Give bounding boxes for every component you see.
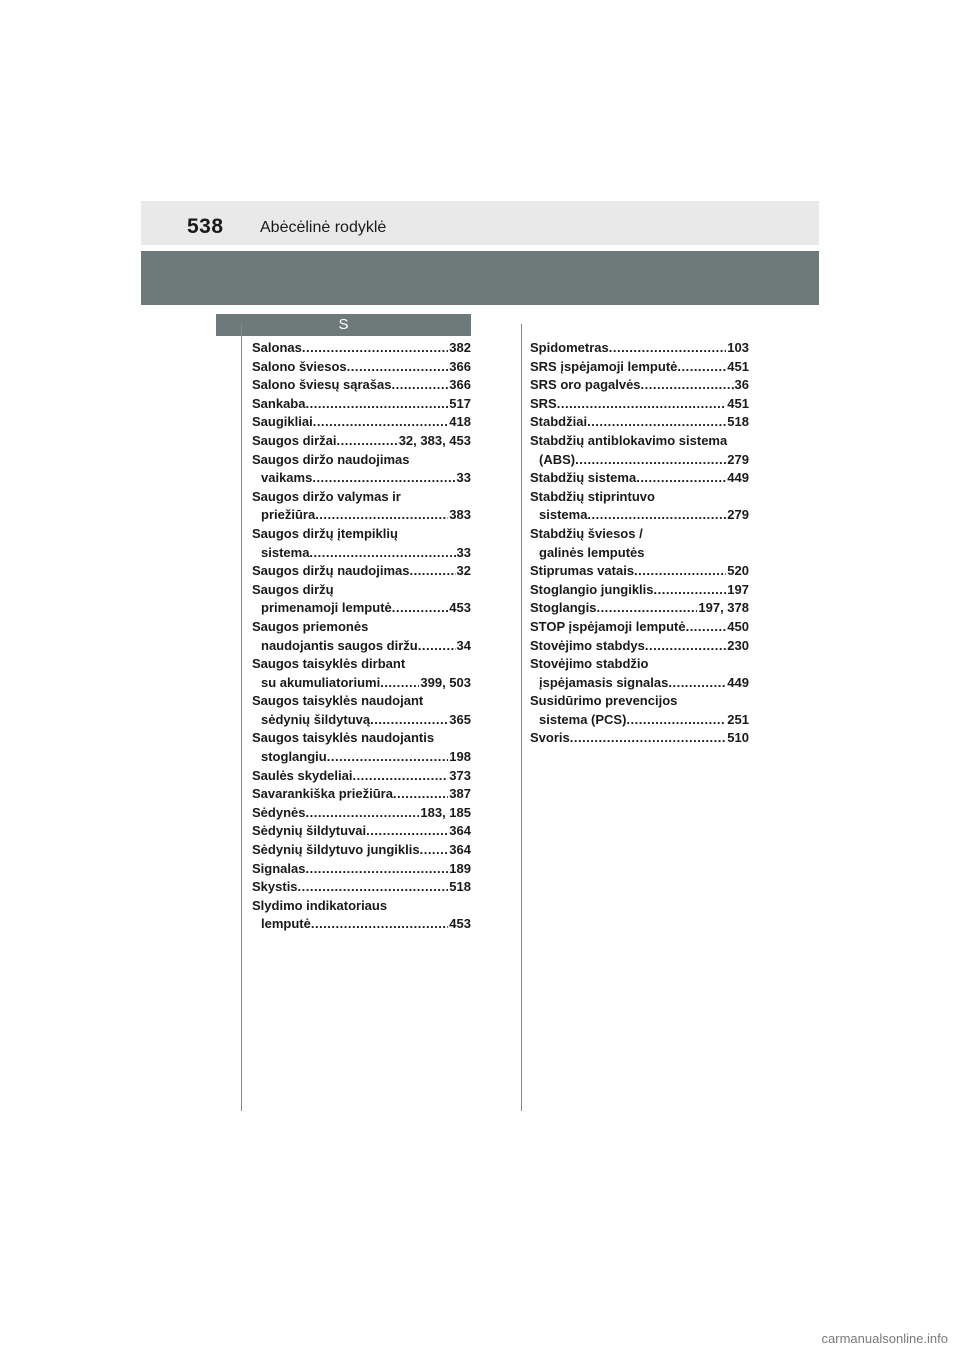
index-entry[interactable] xyxy=(530,339,749,358)
index-entry[interactable] xyxy=(252,729,471,766)
index-term: sistema (PCS) xyxy=(539,711,627,727)
leader-dots xyxy=(352,767,448,786)
index-term: Stabdžių šviesos / xyxy=(530,525,643,541)
leader-dots xyxy=(636,469,726,488)
page-reference: 518 xyxy=(727,414,749,430)
leader-dots xyxy=(677,358,726,377)
index-term: sistema xyxy=(539,507,588,523)
page-reference: 197 xyxy=(727,581,749,597)
page-reference: 36 xyxy=(734,377,749,393)
page-reference: 34 xyxy=(456,637,471,653)
index-entry-line xyxy=(252,488,471,507)
index-entry[interactable] xyxy=(252,395,471,414)
leader-dots xyxy=(587,506,726,525)
leader-dots xyxy=(654,581,727,600)
index-entry-line xyxy=(530,339,749,358)
index-entry[interactable] xyxy=(530,395,749,414)
page-reference: 517 xyxy=(449,395,471,411)
page-reference: 373 xyxy=(449,767,471,783)
page-reference: 33 xyxy=(456,544,471,560)
index-entry-line xyxy=(252,785,471,804)
index-entry-line xyxy=(252,395,471,414)
index-column-left xyxy=(252,339,471,934)
index-entry-line xyxy=(252,748,471,767)
index-entry-line xyxy=(252,451,471,470)
page-reference: 450 xyxy=(727,618,749,634)
index-entry-line xyxy=(252,432,471,451)
index-entry-line xyxy=(530,432,749,451)
index-entry[interactable] xyxy=(252,451,471,488)
index-entry[interactable] xyxy=(530,655,749,692)
index-term: vaikams xyxy=(261,470,313,486)
index-entry-line xyxy=(252,618,471,637)
index-entry-line xyxy=(252,674,471,693)
leader-dots xyxy=(645,637,726,656)
page-reference: 366 xyxy=(449,358,471,374)
index-entry[interactable] xyxy=(530,729,749,748)
index-term: Stabdžių sistema xyxy=(530,470,637,486)
index-term: sistema xyxy=(261,544,310,560)
index-term: Stabdžių antiblokavimo sistema xyxy=(530,432,728,448)
index-term: Saugos priemonės xyxy=(252,618,369,634)
page-reference: 399, 503 xyxy=(420,674,471,690)
leader-dots xyxy=(587,413,726,432)
index-column-right xyxy=(530,339,749,748)
index-term: Salono šviesų sąrašas xyxy=(252,377,392,393)
index-term: Saugos diržai xyxy=(252,432,337,448)
leader-dots xyxy=(302,339,448,358)
index-entry-line xyxy=(530,525,749,544)
page-reference: 453 xyxy=(449,916,471,932)
page-reference: 32 xyxy=(456,563,471,579)
page-reference: 33 xyxy=(456,470,471,486)
index-term: Salono šviesos xyxy=(252,358,347,374)
index-entry-line xyxy=(530,544,749,563)
index-entry-line xyxy=(252,897,471,916)
index-term: (ABS) xyxy=(539,451,576,467)
page-reference: 183, 185 xyxy=(420,804,471,820)
page-reference: 382 xyxy=(449,340,471,355)
page-reference: 279 xyxy=(727,451,749,467)
index-term: Saugos taisyklės naudojant xyxy=(252,693,424,709)
index-term: Saugos taisyklės dirbant xyxy=(252,656,406,672)
index-term: Susidūrimo prevencijos xyxy=(530,693,678,709)
index-entry[interactable] xyxy=(252,413,471,432)
index-entry-line xyxy=(252,692,471,711)
leader-dots xyxy=(392,599,449,618)
index-entry[interactable] xyxy=(252,878,471,897)
index-entry[interactable] xyxy=(530,599,749,618)
index-entry[interactable] xyxy=(252,841,471,860)
leader-dots xyxy=(370,711,448,730)
index-term: Sankaba xyxy=(252,395,306,411)
index-term: Stovėjimo stabdys xyxy=(530,637,645,653)
index-entry[interactable] xyxy=(252,562,471,581)
index-term: Signalas xyxy=(252,860,306,876)
leader-dots xyxy=(668,674,726,693)
index-entry-line xyxy=(252,469,471,488)
leader-dots xyxy=(409,562,455,581)
index-term: Salonas xyxy=(252,340,302,355)
index-term: Stoglangio jungiklis xyxy=(530,581,654,597)
index-entry[interactable] xyxy=(530,469,749,488)
page-reference: 198 xyxy=(449,749,471,765)
index-term: Spidometras xyxy=(530,340,609,355)
page-reference: 449 xyxy=(727,674,749,690)
index-entry-line xyxy=(530,599,749,618)
index-entry-line xyxy=(252,358,471,377)
index-entry-line xyxy=(530,395,749,414)
index-entry[interactable] xyxy=(530,618,749,637)
index-entry-line xyxy=(252,506,471,525)
leader-dots xyxy=(570,729,727,748)
page-reference: 383 xyxy=(449,507,471,523)
page-reference: 451 xyxy=(727,358,749,374)
index-entry-line xyxy=(530,488,749,507)
index-entry-line xyxy=(252,413,471,432)
index-term: Stoglangis xyxy=(530,600,597,616)
index-entry[interactable] xyxy=(252,860,471,879)
leader-dots xyxy=(298,878,449,897)
index-term: Savarankiška priežiūra xyxy=(252,786,393,802)
index-term: Saugikliai xyxy=(252,414,313,430)
index-entry-line xyxy=(530,376,749,395)
index-entry-line xyxy=(530,413,749,432)
index-term: STOP įspėjamoji lemputė xyxy=(530,618,686,634)
index-term: Saugos diržo naudojimas xyxy=(252,451,410,467)
index-term: su akumuliatoriumi xyxy=(261,674,381,690)
watermark: carmanualsonline.info xyxy=(821,1331,948,1346)
page-reference: 387 xyxy=(449,786,471,802)
index-entry[interactable] xyxy=(252,525,471,562)
page-reference: 32, 383, 453 xyxy=(398,432,471,448)
index-entry-line xyxy=(530,637,749,656)
index-entry[interactable] xyxy=(252,897,471,934)
page-reference: 364 xyxy=(449,842,471,858)
index-term: Stovėjimo stabdžio xyxy=(530,656,649,672)
index-entry-line xyxy=(252,544,471,563)
leader-dots xyxy=(337,432,398,451)
index-term: galinės lemputės xyxy=(539,544,645,560)
leader-dots xyxy=(380,674,419,693)
index-entry-line xyxy=(530,711,749,730)
page-reference: 103 xyxy=(727,340,749,355)
index-term: naudojantis saugos diržu xyxy=(261,637,418,653)
index-term: Sėdynės xyxy=(252,804,306,820)
leader-dots xyxy=(305,804,419,823)
index-term: lemputė xyxy=(261,916,311,932)
index-entry[interactable] xyxy=(252,822,471,841)
page-reference: 451 xyxy=(727,395,749,411)
section-letter-tab: S xyxy=(216,314,471,336)
header-band xyxy=(141,201,819,245)
page-reference: 518 xyxy=(449,879,471,895)
index-entry-line xyxy=(252,376,471,395)
index-entry[interactable] xyxy=(252,785,471,804)
index-term: sėdynių šildytuvą xyxy=(261,711,371,727)
index-term: Svoris xyxy=(530,730,570,746)
leader-dots xyxy=(609,339,727,358)
index-term: Sėdynių šildytuvai xyxy=(252,823,367,839)
page-reference: 449 xyxy=(727,470,749,486)
leader-dots xyxy=(313,413,449,432)
index-term: Saugos diržų naudojimas xyxy=(252,563,410,579)
leader-dots xyxy=(305,860,448,879)
index-entry-line xyxy=(252,525,471,544)
index-entry[interactable] xyxy=(252,767,471,786)
index-term: įspėjamasis signalas xyxy=(539,674,669,690)
index-term: Sėdynių šildytuvo jungiklis xyxy=(252,842,420,858)
index-term: Saugos diržo valymas ir xyxy=(252,488,401,504)
index-entry-line xyxy=(252,599,471,618)
index-entry-line xyxy=(530,674,749,693)
leader-dots xyxy=(420,841,449,860)
index-entry[interactable] xyxy=(252,618,471,655)
index-entry-line xyxy=(252,339,471,358)
index-term: Saugos diržų xyxy=(252,581,334,597)
leader-dots xyxy=(391,376,448,395)
index-entry-line xyxy=(252,841,471,860)
index-entry[interactable] xyxy=(252,376,471,395)
index-entry-line xyxy=(252,711,471,730)
leader-dots xyxy=(312,469,455,488)
page-reference: 189 xyxy=(449,860,471,876)
page-reference: 197, 378 xyxy=(698,600,749,616)
index-entry[interactable] xyxy=(252,339,471,358)
leader-dots xyxy=(309,544,455,563)
leader-dots xyxy=(393,785,448,804)
index-entry[interactable] xyxy=(252,432,471,451)
index-entry-line xyxy=(530,506,749,525)
index-term: primenamoji lemputė xyxy=(261,600,392,616)
index-entry[interactable] xyxy=(252,358,471,377)
leader-dots xyxy=(626,711,726,730)
index-entry-line xyxy=(252,581,471,600)
page-reference: 364 xyxy=(449,823,471,839)
page-reference: 520 xyxy=(727,563,749,579)
page-reference: 453 xyxy=(449,600,471,616)
index-entry-line xyxy=(530,451,749,470)
page-reference: 230 xyxy=(727,637,749,653)
leader-dots xyxy=(327,748,449,767)
page-reference: 510 xyxy=(727,730,749,746)
index-entry-line xyxy=(252,562,471,581)
leader-dots xyxy=(305,395,448,414)
index-entry[interactable] xyxy=(252,488,471,525)
index-term: Stabdžiai xyxy=(530,414,588,430)
index-entry[interactable] xyxy=(530,581,749,600)
index-entry[interactable] xyxy=(530,692,749,729)
leader-dots xyxy=(641,376,734,395)
index-term: priežiūra xyxy=(261,507,316,523)
page-reference: 279 xyxy=(727,507,749,523)
index-term: stoglangiu xyxy=(261,749,327,765)
leader-dots xyxy=(311,915,448,934)
index-entry[interactable] xyxy=(530,376,749,395)
index-entry[interactable] xyxy=(530,358,749,377)
index-entry-line xyxy=(530,692,749,711)
leader-dots xyxy=(418,637,456,656)
index-entry[interactable] xyxy=(530,637,749,656)
index-entry-line xyxy=(252,655,471,674)
page-reference: 365 xyxy=(449,711,471,727)
index-term: Stiprumas vatais xyxy=(530,563,635,579)
leader-dots xyxy=(575,451,726,470)
index-term: SRS xyxy=(530,395,557,411)
index-entry[interactable] xyxy=(530,525,749,562)
page-reference: 366 xyxy=(449,377,471,393)
index-entry-line xyxy=(530,729,749,748)
leader-dots xyxy=(596,599,697,618)
index-entry[interactable] xyxy=(530,432,749,469)
index-entry-line xyxy=(530,562,749,581)
leader-dots xyxy=(315,506,448,525)
index-entry[interactable] xyxy=(252,655,471,692)
page-reference: 418 xyxy=(449,414,471,430)
leader-dots xyxy=(634,562,726,581)
page-number: 538 xyxy=(187,215,224,238)
index-entry-line xyxy=(530,618,749,637)
index-term: Slydimo indikatoriaus xyxy=(252,897,388,913)
leader-dots xyxy=(686,618,727,637)
index-entry[interactable] xyxy=(252,692,471,729)
index-entry[interactable] xyxy=(530,413,749,432)
index-entry[interactable] xyxy=(252,581,471,618)
index-term: Saugos diržų įtempiklių xyxy=(252,525,398,541)
index-entry[interactable] xyxy=(252,804,471,823)
index-entry-line xyxy=(252,915,471,934)
index-entry-line xyxy=(252,804,471,823)
left-column-divider xyxy=(241,324,242,1111)
index-entry-line xyxy=(252,822,471,841)
index-entry-line xyxy=(252,637,471,656)
index-entry-line xyxy=(530,469,749,488)
leader-dots xyxy=(366,822,448,841)
index-entry-line xyxy=(252,729,471,748)
index-term: Saulės skydeliai xyxy=(252,767,353,783)
index-entry-line xyxy=(530,358,749,377)
right-column-divider xyxy=(521,324,522,1111)
index-entry-line xyxy=(530,655,749,674)
page-title: Abėcėlinė rodyklė xyxy=(260,219,387,236)
leader-dots xyxy=(347,358,449,377)
index-entry[interactable] xyxy=(530,488,749,525)
index-entry-line xyxy=(530,581,749,600)
index-entry-line xyxy=(252,878,471,897)
title-bar xyxy=(141,251,819,305)
index-entry-line xyxy=(252,767,471,786)
index-term: Stabdžių stiprintuvo xyxy=(530,488,655,504)
index-entry-line xyxy=(252,860,471,879)
index-term: Skystis xyxy=(252,879,298,895)
index-term: SRS oro pagalvės xyxy=(530,377,641,393)
page-reference: 251 xyxy=(727,711,749,727)
leader-dots xyxy=(557,395,727,414)
index-entry[interactable] xyxy=(530,562,749,581)
index-term: SRS įspėjamoji lemputė xyxy=(530,358,678,374)
index-term: Saugos taisyklės naudojantis xyxy=(252,730,435,746)
